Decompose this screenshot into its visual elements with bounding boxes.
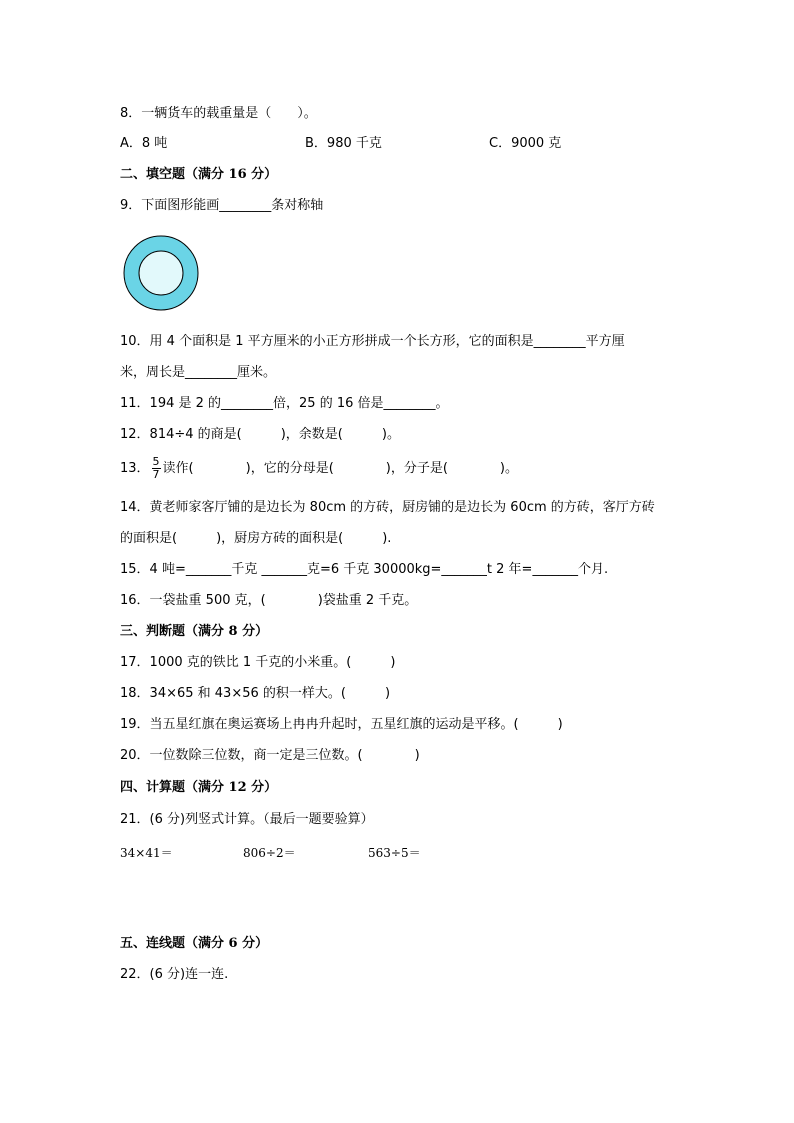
question-18: 18．34×65 和 43×56 的积一样大。( ) [120,686,391,701]
question-16: 16．一袋盐重 500 克，( )袋盐重 2 千克。 [120,593,418,608]
question-10-line2: 米，周长是________厘米。 [120,365,277,380]
question-14-line2: 的面积是( )，厨房方砖的面积是( ). [120,531,392,546]
q8-option-a: A．8 吨 [120,136,168,151]
calc-item-2: 806÷2＝ [243,846,296,860]
section-heading-matching: 五、连线题（满分 6 分） [120,936,269,951]
question-11: 11．194 是 2 的________倍，25 的 16 倍是________。 [120,396,449,411]
question-22: 22．(6 分)连一连. [120,967,229,982]
question-20: 20．一位数除三位数，商一定是三位数。( ) [120,748,420,763]
section-heading-fill-blank: 二、填空题（满分 16 分） [120,167,278,182]
question-9: 9．下面图形能画________条对称轴 [120,198,324,213]
q8-option-c: C．9000 克 [489,136,562,151]
question-8-stem: 8．一辆货车的载重量是（ ）。 [120,106,317,121]
question-17: 17．1000 克的铁比 1 千克的小米重。( ) [120,655,396,670]
q8-option-b: B．980 千克 [305,136,382,151]
question-13 [120,455,518,483]
q13-prefix: 13． [120,461,150,476]
section-heading-calculation: 四、计算题（满分 12 分） [120,780,278,795]
calc-item-3: 563÷5＝ [368,846,421,860]
question-10-line1: 10．用 4 个面积是 1 平方厘米的小正方形拼成一个长方形，它的面积是________平方厘 [120,334,625,349]
inner-circle [139,251,183,295]
question-21-stem: 21．(6 分)列竖式计算。（最后一题要验算） [120,812,374,827]
fraction-numerator: 5 [152,455,160,468]
fraction [152,456,161,481]
question-15: 15．4 吨=_______千克 _______克=6 千克 30000kg=_______t 2 年=_______个月. [120,562,609,577]
calc-item-1: 34×41＝ [120,846,173,860]
fraction-denominator: 7 [152,468,160,481]
section-heading-true-false: 三、判断题（满分 8 分） [120,624,269,639]
q13-suffix: 读作( )，它的分母是( )，分子是( )。 [162,461,518,476]
concentric-circles-figure [122,234,200,312]
question-19: 19．当五星红旗在奥运赛场上冉冉升起时，五星红旗的运动是平移。( ) [120,717,563,732]
question-12: 12．814÷4 的商是( )，余数是( )。 [120,427,400,442]
question-14-line1: 14．黄老师家客厅铺的是边长为 80cm 的方砖，厨房铺的是边长为 60cm 的方砖，客厅方砖 [120,500,655,515]
